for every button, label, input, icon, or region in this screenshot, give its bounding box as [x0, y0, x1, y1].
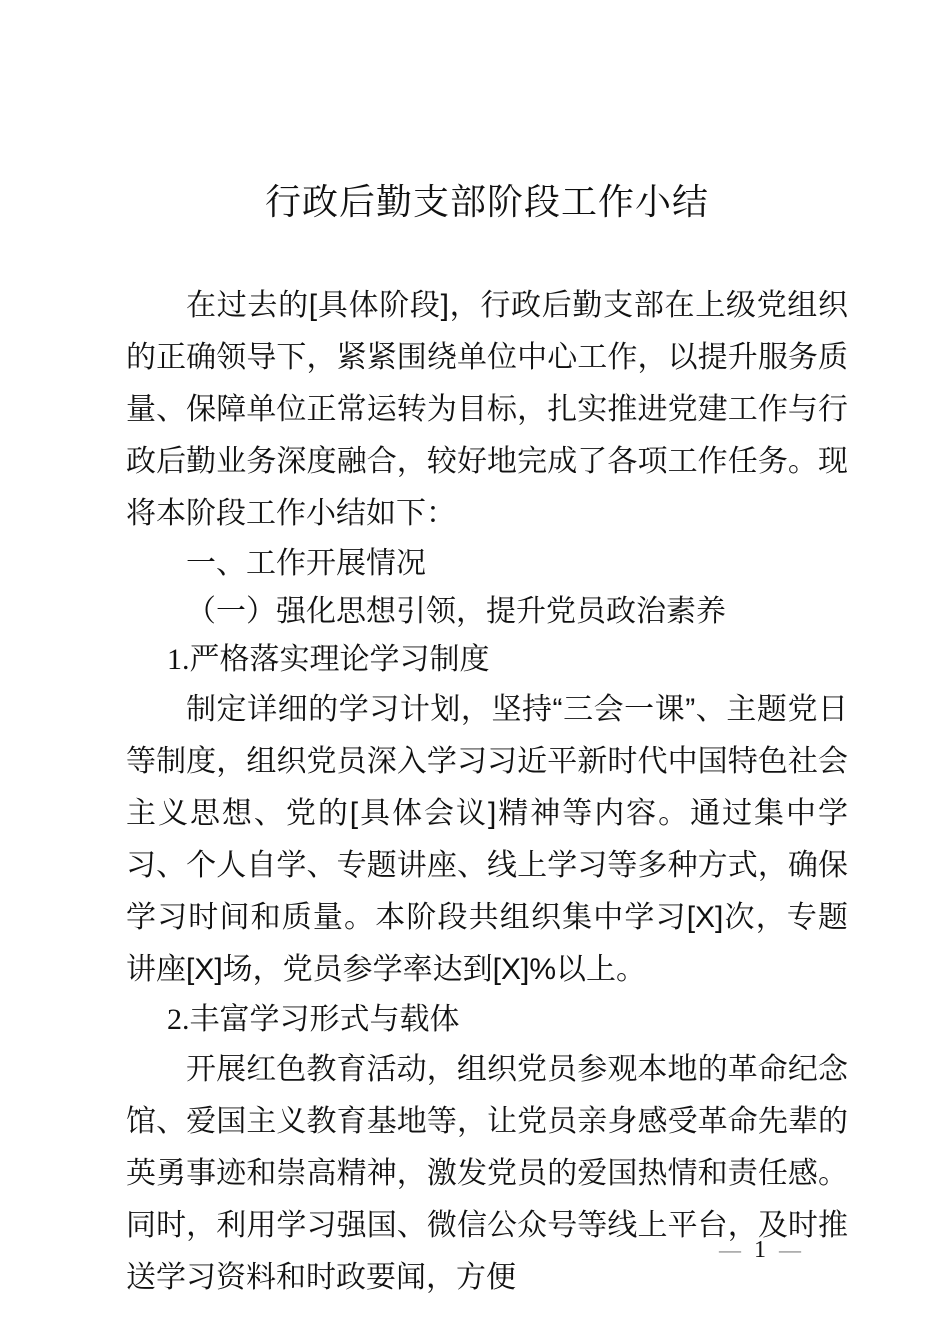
point-1-title: 严格落实理论学习制度 — [189, 643, 490, 676]
point-1-heading — [126, 636, 848, 684]
point-2-number: 2. — [167, 1003, 190, 1036]
point-2-heading — [126, 996, 848, 1044]
point-2-paragraph: 开展红色教育活动，组织党员参观本地的革命纪念馆、爱国主义教育基地等，让党员亲身感受革命先辈的英勇事迹和崇高精神，激发党员的爱国热情和责任感。同时，利用学习强国、微信公众号等线上平台，及时推送学习资料和时政要闻，方便 — [126, 1053, 848, 1294]
intro-paragraph: 在过去的[具体阶段]，行政后勤支部在上级党组织的正确领导下，紧紧围绕单位中心工作，以提升服务质量、保障单位正常运转为目标，扎实推进党建工作与行政后勤业务深度融合，较好地完成了各项工作任务。现将本阶段工作小结如下： — [126, 289, 848, 530]
page-number: 1 — [754, 1237, 766, 1263]
document-title: 行政后勤支部阶段工作小结 — [264, 181, 709, 222]
point-1-number: 1. — [167, 643, 190, 676]
document-content — [126, 0, 848, 1304]
page-footer — [690, 1238, 830, 1262]
point-1-paragraph: 制定详细的学习计划，坚持“三会一课”、主题党日等制度，组织党员深入学习习近平新时代中国特色社会主义思想、党的[具体会议]精神等内容。通过集中学习、个人自学、专题讲座、线上学习等多种方式，确保学习时间和质量。本阶段共组织集中学习[X]次，专题讲座[X]场，党员参学率达到[X]%以上。 — [126, 693, 848, 986]
footer-dash-right: — — [779, 1237, 801, 1262]
point-2-title: 丰富学习形式与载体 — [189, 1003, 460, 1036]
subsection-1-1-heading: （一）强化思想引领，提升党员政治素养 — [186, 595, 726, 628]
footer-dash-left: — — [719, 1237, 741, 1262]
section-1-heading: 一、工作开展情况 — [186, 547, 426, 580]
